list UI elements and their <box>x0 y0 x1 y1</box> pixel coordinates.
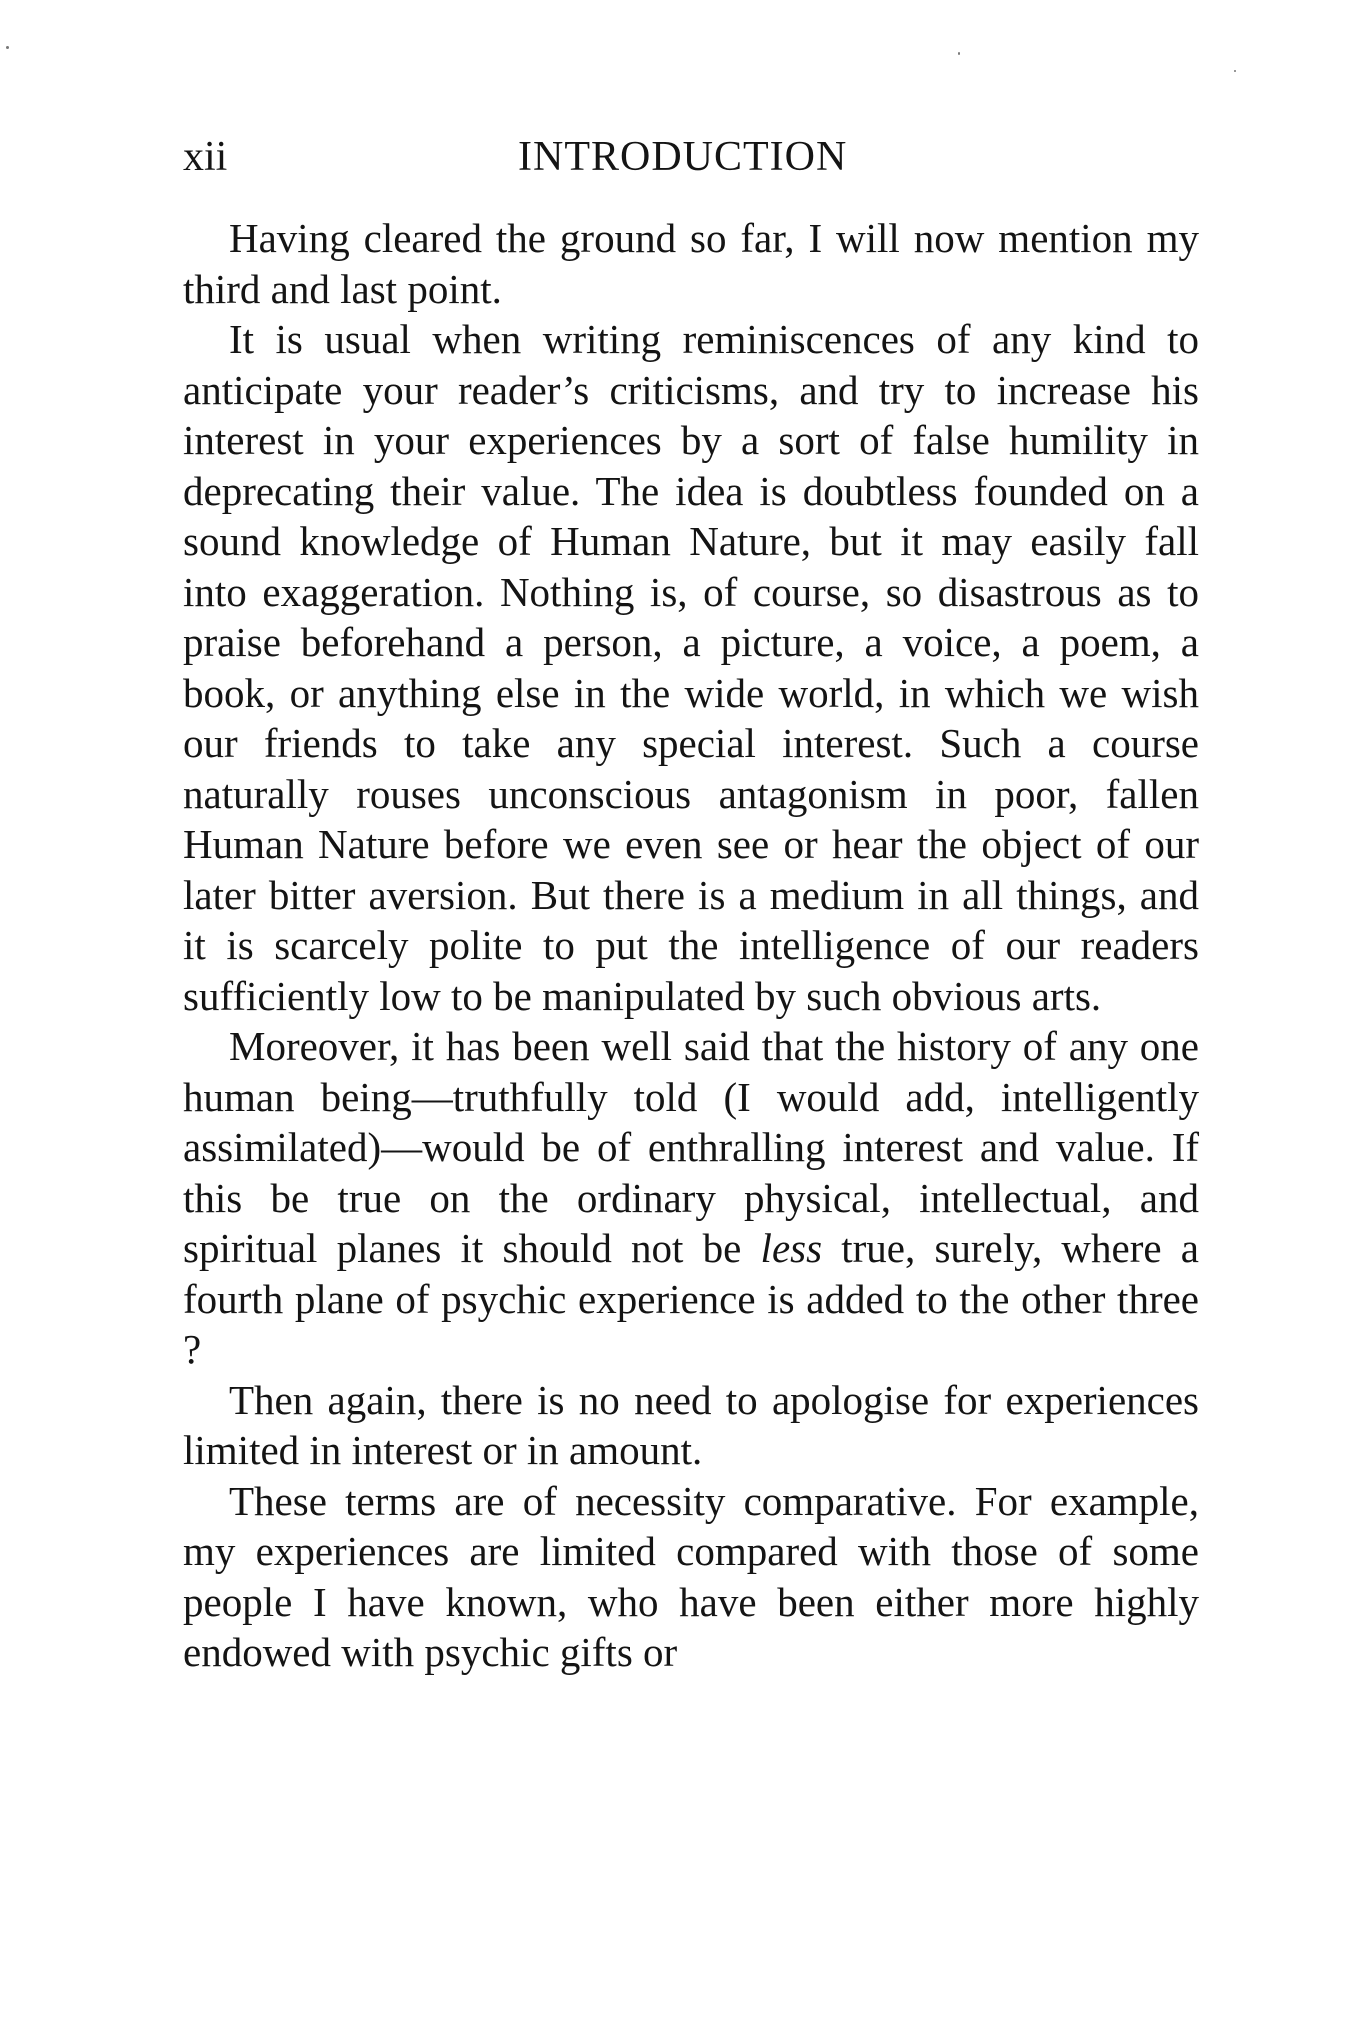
paper-speck <box>1234 70 1236 72</box>
paper-speck <box>6 46 9 49</box>
running-head <box>183 132 1199 182</box>
paragraph-reminiscences: It is usual when writing reminiscences of any kind to anticipate your reader’s criticisms, and try to increase his interest in your experiences by a sort of false humility in deprecating their value. The idea is doubtless founded on a sound knowledge of Human Nature, but it may easily fall into exaggeration. Nothing is, of course, so disastrous as to praise beforehand a person, a picture, a voice, a poem, a book, or anything else in the wide world, in which we wish our friends to take any special interest. Such a course naturally rouses unconscious antagonism in poor, fallen Human Nature before we even see or hear the object of our later bitter aversion. But there is a medium in all things, and it is scarcely polite to put the intelligence of our readers sufficiently low to be manipulated by such obvious arts. <box>183 316 1199 1019</box>
paragraph-no-apology: Then again, there is no need to apologise for experiences limited in interest or in amount. <box>183 1376 1199 1473</box>
emphasized-word: less <box>760 1225 823 1271</box>
paragraph-comparative-terms: These terms are of necessity comparative. For example, my experiences are limited compared with those of some people I have known, who have been either more highly endowed with psychic gifts or <box>183 1477 1199 1675</box>
page-number: xii <box>183 134 228 180</box>
paragraph-third-point: Having cleared the ground so far, I will now mention my third and last point. <box>183 215 1199 312</box>
paper-speck <box>958 52 960 55</box>
running-head-title: INTRODUCTION <box>518 134 848 180</box>
paragraph-human-history-start: Moreover, it has been well said that the history of any one human being—truthfully told (I would add, intelligently assimilated)—would be of enthralling interest and value. If this be true on the ordinary physical, intellectual, and spiritual planes it should not be <box>183 1023 1199 1271</box>
paragraph-human-history-end: true, surely, where a fourth plane of psychic experience is added to the other three ? <box>183 1225 1199 1372</box>
body-text <box>183 213 1199 1678</box>
paragraph-human-history <box>183 1021 1199 1375</box>
